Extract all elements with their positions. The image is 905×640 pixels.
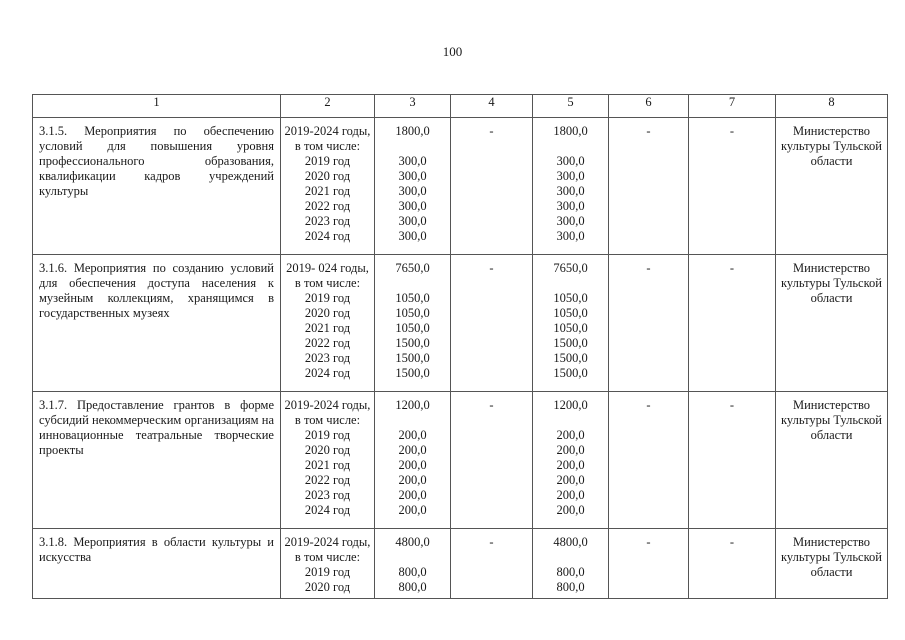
total-amount-cell-line: 200,0 — [398, 488, 427, 502]
total-amount-cell-line — [375, 413, 450, 428]
activity-description: 3.1.8. Мероприятия в области культуры и искусства — [33, 529, 281, 599]
responsible-executor: Министерство культуры Тульской области — [776, 392, 888, 529]
col5-amount-cell-line: 300,0 — [556, 154, 585, 168]
header-cell: 7 — [689, 95, 776, 118]
table-row — [33, 392, 888, 529]
col6-cell: - — [609, 255, 689, 392]
total-amount-cell-line: 300,0 — [398, 154, 427, 168]
total-amount-cell — [375, 118, 451, 255]
col5-amount-cell-line: 1050,0 — [553, 306, 588, 320]
header-cell: 6 — [609, 95, 689, 118]
period-cell-line: 2019-2024 годы, — [284, 535, 371, 549]
col5-amount-cell-line: 7650,0 — [553, 261, 588, 275]
table-row — [33, 118, 888, 255]
col5-amount-cell-line: 200,0 — [556, 488, 585, 502]
period-cell-line: 2022 год — [304, 473, 351, 487]
col6-cell: - — [609, 118, 689, 255]
page-number: 100 — [442, 44, 463, 59]
header-row — [33, 95, 888, 118]
col7-cell: - — [689, 118, 776, 255]
period-cell — [281, 529, 375, 599]
total-amount-cell-line — [375, 139, 450, 154]
total-amount-cell — [375, 392, 451, 529]
col5-amount-cell-line: 200,0 — [556, 473, 585, 487]
col5-amount-cell-line: 1500,0 — [553, 351, 588, 365]
col5-amount-cell-line: 1050,0 — [553, 321, 588, 335]
activity-description: 3.1.6. Мероприятия по созданию условий для обеспечения доступа населения к музейным коллекциям, хранящимся в государственных музеях — [33, 255, 281, 392]
col5-amount-cell-line: 200,0 — [556, 428, 585, 442]
period-cell-line: 2023 год — [304, 488, 351, 502]
total-amount-cell-line: 300,0 — [398, 169, 427, 183]
col5-amount-cell — [533, 392, 609, 529]
total-amount-cell-line: 1800,0 — [395, 124, 430, 138]
total-amount-cell-line: 1050,0 — [395, 291, 430, 305]
total-amount-cell-line: 4800,0 — [395, 535, 430, 549]
period-cell-line: 2024 год — [304, 366, 351, 380]
col5-amount-cell — [533, 529, 609, 599]
col5-amount-cell — [533, 255, 609, 392]
period-cell-line: 2021 год — [304, 184, 351, 198]
program-table — [32, 94, 888, 599]
col4-cell: - — [451, 529, 533, 599]
col7-cell: - — [689, 255, 776, 392]
total-amount-cell-line: 200,0 — [398, 473, 427, 487]
total-amount-cell-line — [375, 276, 450, 291]
activity-description: 3.1.7. Предоставление грантов в форме субсидий некоммерческим организациям на инновационные театральные творческие проекты — [33, 392, 281, 529]
total-amount-cell-line: 300,0 — [398, 229, 427, 243]
activity-description: 3.1.5. Мероприятия по обеспечению условий для повышения уровня профессионального образования, квалификации кадров учреждений культуры — [33, 118, 281, 255]
period-cell-line: в том числе: — [294, 276, 361, 290]
col5-amount-cell-line: 200,0 — [556, 443, 585, 457]
total-amount-cell-line: 200,0 — [398, 458, 427, 472]
col5-amount-cell-line: 800,0 — [556, 580, 585, 594]
col5-amount-cell-line: 300,0 — [556, 184, 585, 198]
period-cell-line: 2023 год — [304, 351, 351, 365]
period-cell-line: 2022 год — [304, 199, 351, 213]
period-cell-line: 2020 год — [304, 443, 351, 457]
period-cell-line: 2019 год — [304, 291, 351, 305]
total-amount-cell-line: 200,0 — [398, 503, 427, 517]
col6-cell: - — [609, 392, 689, 529]
responsible-executor: Министерство культуры Тульской области — [776, 118, 888, 255]
period-cell-line: в том числе: — [294, 139, 361, 153]
col5-amount-cell-line: 200,0 — [556, 458, 585, 472]
col6-cell: - — [609, 529, 689, 599]
col5-amount-cell-line — [533, 413, 608, 428]
period-cell-line: в том числе: — [294, 413, 361, 427]
total-amount-cell-line: 7650,0 — [395, 261, 430, 275]
col7-cell: - — [689, 392, 776, 529]
table-row — [33, 529, 888, 599]
col4-cell: - — [451, 118, 533, 255]
total-amount-cell-line: 1500,0 — [395, 336, 430, 350]
period-cell-line: 2021 год — [304, 321, 351, 335]
col5-amount-cell — [533, 118, 609, 255]
period-cell-line: 2019-2024 годы, — [284, 398, 371, 412]
total-amount-cell-line: 800,0 — [398, 580, 427, 594]
col5-amount-cell-line: 1050,0 — [553, 291, 588, 305]
col5-amount-cell-line: 1500,0 — [553, 336, 588, 350]
period-cell — [281, 255, 375, 392]
header-cell: 3 — [375, 95, 451, 118]
period-cell-line: 2019 год — [304, 565, 351, 579]
col5-amount-cell-line: 200,0 — [556, 503, 585, 517]
total-amount-cell-line: 1050,0 — [395, 321, 430, 335]
total-amount-cell-line: 1050,0 — [395, 306, 430, 320]
period-cell-line: 2019- 024 годы, — [286, 261, 369, 275]
col5-amount-cell-line: 1800,0 — [553, 124, 588, 138]
period-cell-line: 2023 год — [304, 214, 351, 228]
total-amount-cell — [375, 255, 451, 392]
total-amount-cell-line: 200,0 — [398, 443, 427, 457]
responsible-executor: Министерство культуры Тульской области — [776, 255, 888, 392]
header-cell: 1 — [33, 95, 281, 118]
col4-cell: - — [451, 392, 533, 529]
total-amount-cell-line — [375, 550, 450, 565]
col7-cell: - — [689, 529, 776, 599]
header-cell: 4 — [451, 95, 533, 118]
period-cell-line: 2024 год — [304, 229, 351, 243]
header-cell: 5 — [533, 95, 609, 118]
col5-amount-cell-line — [533, 550, 608, 565]
total-amount-cell-line: 300,0 — [398, 199, 427, 213]
total-amount-cell-line: 800,0 — [398, 565, 427, 579]
table-row — [33, 255, 888, 392]
period-cell-line: 2020 год — [304, 306, 351, 320]
col5-amount-cell-line — [533, 139, 608, 154]
period-cell-line: 2019-2024 годы, — [284, 124, 371, 138]
period-cell-line: 2020 год — [304, 580, 351, 594]
responsible-executor: Министерство культуры Тульской области — [776, 529, 888, 599]
col4-cell: - — [451, 255, 533, 392]
total-amount-cell — [375, 529, 451, 599]
col5-amount-cell-line — [533, 276, 608, 291]
col5-amount-cell-line: 1500,0 — [553, 366, 588, 380]
period-cell — [281, 392, 375, 529]
header-cell: 8 — [776, 95, 888, 118]
period-cell — [281, 118, 375, 255]
col5-amount-cell-line: 800,0 — [556, 565, 585, 579]
total-amount-cell-line: 300,0 — [398, 214, 427, 228]
col5-amount-cell-line: 300,0 — [556, 229, 585, 243]
total-amount-cell-line: 1200,0 — [395, 398, 430, 412]
total-amount-cell-line: 300,0 — [398, 184, 427, 198]
col5-amount-cell-line: 300,0 — [556, 214, 585, 228]
col5-amount-cell-line: 300,0 — [556, 169, 585, 183]
col5-amount-cell-line: 300,0 — [556, 199, 585, 213]
total-amount-cell-line: 1500,0 — [395, 351, 430, 365]
header-cell: 2 — [281, 95, 375, 118]
period-cell-line: 2021 год — [304, 458, 351, 472]
total-amount-cell-line: 200,0 — [398, 428, 427, 442]
period-cell-line: 2019 год — [304, 154, 351, 168]
col5-amount-cell-line: 1200,0 — [553, 398, 588, 412]
col5-amount-cell-line: 4800,0 — [553, 535, 588, 549]
total-amount-cell-line: 1500,0 — [395, 366, 430, 380]
period-cell-line: 2024 год — [304, 503, 351, 517]
period-cell-line: 2022 год — [304, 336, 351, 350]
period-cell-line: в том числе: — [294, 550, 361, 564]
period-cell-line: 2020 год — [304, 169, 351, 183]
period-cell-line: 2019 год — [304, 428, 351, 442]
